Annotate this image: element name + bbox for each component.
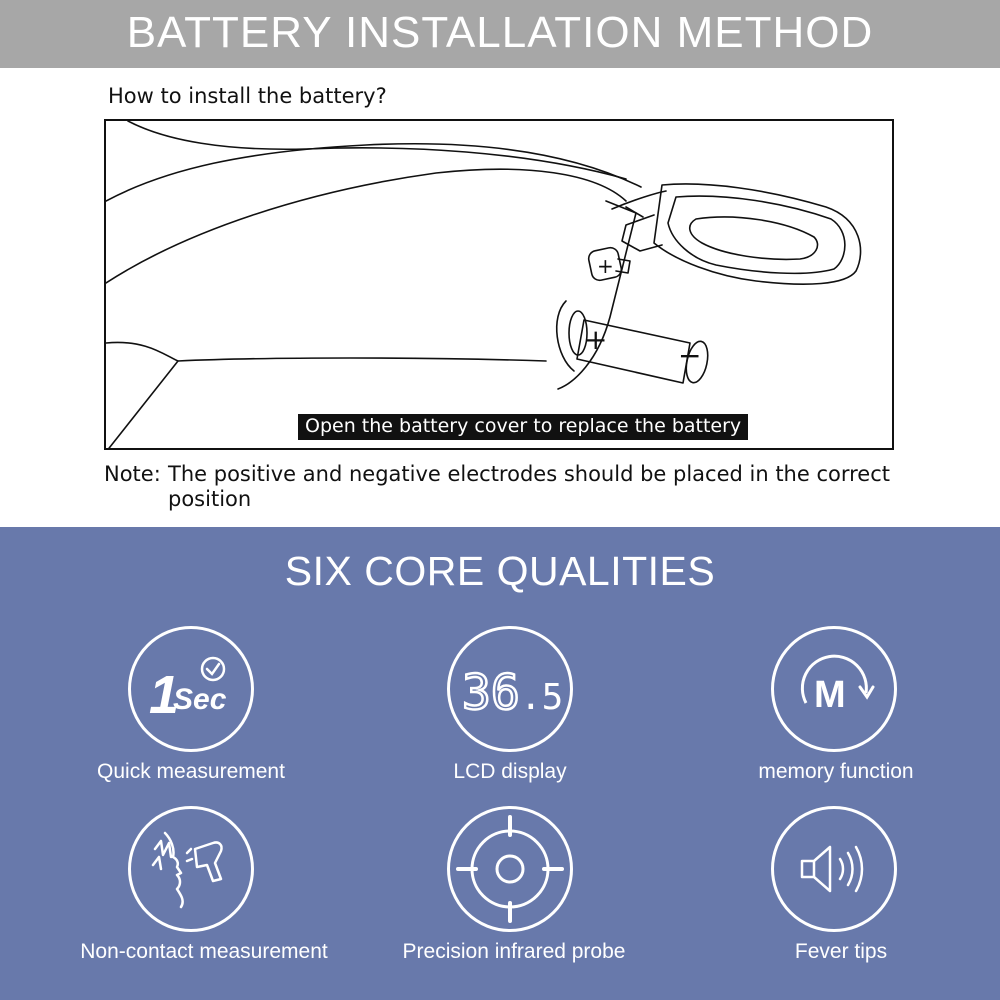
note-text: The positive and negative electrodes should be placed in the correct position [168, 462, 890, 511]
face-thermometer-icon [128, 806, 254, 932]
battery-diagram [104, 119, 894, 450]
large-battery-plus: + [584, 323, 608, 356]
diagram-caption: Open the battery cover to replace the battery [298, 414, 748, 440]
lcd-digits-icon [447, 626, 573, 752]
note-label: Note: [104, 462, 161, 486]
memory-m-icon [771, 626, 897, 752]
icon-lcd-decimal: .5 [520, 677, 564, 718]
feature-label: Fever tips [794, 940, 888, 963]
qualities-title: SIX CORE QUALITIES [284, 548, 716, 594]
large-battery-minus: − [678, 339, 702, 372]
icon-1sec-digit: 1 [149, 665, 180, 725]
feature-label: Quick measurement [97, 760, 285, 783]
stopwatch-1sec-icon [128, 626, 254, 752]
icon-memory-letter: M [814, 674, 846, 716]
note [104, 462, 890, 511]
speaker-sound-icon [771, 806, 897, 932]
feature-label: memory function [758, 760, 914, 783]
icon-lcd-digits: 36 [462, 665, 520, 721]
feature-label: LCD display [453, 760, 567, 783]
crosshair-target-icon [447, 806, 573, 932]
icon-1sec-unit: Sec [173, 683, 227, 716]
install-question: How to install the battery? [108, 84, 387, 108]
page-title: BATTERY INSTALLATION METHOD [126, 8, 874, 57]
feature-label: Precision infrared probe [402, 940, 626, 963]
thermometer-drawing [106, 121, 894, 450]
small-battery-plus: + [597, 254, 614, 278]
feature-label: Non-contact measurement [80, 940, 328, 963]
